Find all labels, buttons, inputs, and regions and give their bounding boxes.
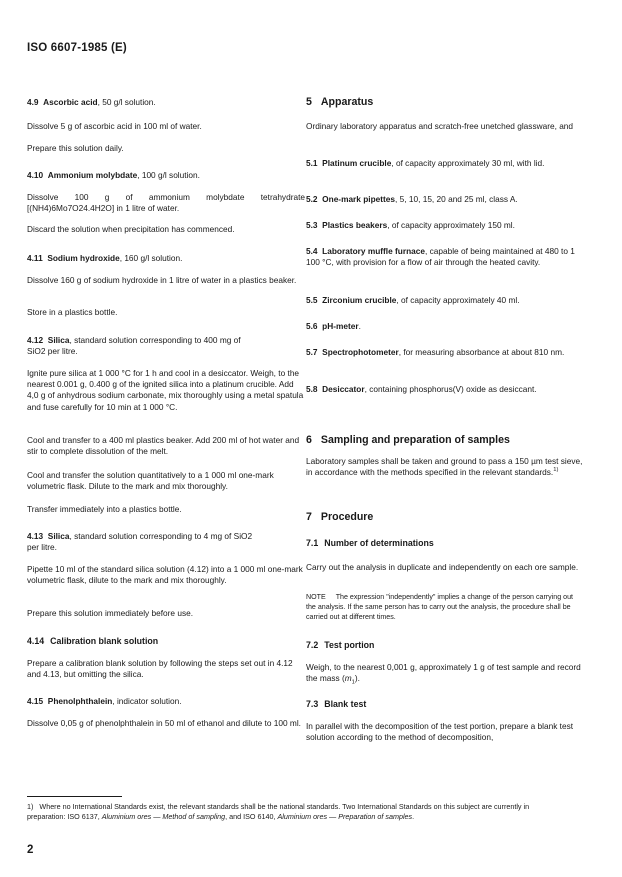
apparatus-item bbox=[306, 194, 584, 205]
paragraph: Ordinary laboratory apparatus and scratch-free unetched glassware, and bbox=[306, 121, 574, 131]
section-title: Sampling and preparation of samples bbox=[320, 434, 510, 446]
section-7-heading bbox=[306, 511, 584, 524]
section-number: 5.6 bbox=[306, 321, 318, 331]
footnote-title: Aluminium ores — Method of sampling bbox=[101, 812, 226, 821]
section-title-suffix: , indicator solution. bbox=[112, 696, 182, 706]
apparatus-description: , for measuring absorbance at about 810 nm. bbox=[398, 347, 565, 357]
apparatus-item bbox=[306, 220, 584, 231]
apparatus-description: , 5, 10, 15, 20 and 25 ml, class A. bbox=[395, 194, 518, 204]
section-number: 5.4 bbox=[306, 246, 318, 256]
section-number: 4.13 bbox=[27, 531, 44, 541]
paragraph: In parallel with the decomposition of the test portion, prepare a blank test solution according to the method of decomposition, bbox=[306, 721, 574, 743]
paragraph: Prepare a calibration blank solution by following the steps set out in 4.12 and 4.13, but omitting the silica. bbox=[27, 658, 293, 680]
section-number: 5.7 bbox=[306, 347, 318, 357]
paragraph bbox=[306, 456, 584, 478]
section-title: Blank test bbox=[324, 699, 367, 709]
footnote-text: , and ISO 6140, bbox=[225, 812, 278, 821]
paragraph: Dissolve 160 g of sodium hydroxide in 1 litre of water in a plastics beaker. bbox=[27, 275, 297, 285]
section-number: 7.3 bbox=[306, 699, 319, 709]
section-7-1-heading bbox=[306, 538, 584, 549]
section-number: 4.9 bbox=[27, 97, 39, 107]
apparatus-title: One-mark pipettes bbox=[322, 194, 396, 204]
section-title: Ascorbic acid bbox=[43, 97, 98, 107]
paragraph: Store in a plastics bottle. bbox=[27, 307, 118, 317]
paragraph: Ignite pure silica at 1 000 °C for 1 h and cool in a desiccator. Weigh, to the nearest 0.001 g, 0.400 g of the ignited silica into a platinum crucible. Add 4,0 g of anhydrous sodium carbonate, mix thoroughly using a metal spatula and fuse carefully for 10 min at 1 000 °C. bbox=[27, 368, 304, 412]
paragraph-line: Dissolve 100 g of ammonium molybdate tetrahydrate bbox=[27, 192, 305, 202]
section-title-suffix: per litre. bbox=[27, 542, 57, 553]
footnote-text: . bbox=[412, 812, 415, 821]
section-4-10 bbox=[27, 170, 305, 181]
apparatus-description: , of capacity approximately 40 ml. bbox=[396, 295, 520, 305]
section-title: Sodium hydroxide bbox=[47, 253, 120, 263]
variable-subscript: 1 bbox=[351, 679, 355, 686]
paragraph-text: Laboratory samples shall be taken and ground to pass a 150 µm test sieve, in accordance with the methods specified in the relevant standards. bbox=[306, 456, 583, 478]
section-title: Silica bbox=[47, 335, 70, 345]
paragraph: Cool and transfer the solution quantitatively to a 1 000 ml one-mark volumetric flask. Dilute to the mark and mix thoroughly. bbox=[27, 470, 274, 492]
paragraph: Pipette 10 ml of the standard silica solution (4.12) into a 1 000 ml one-mark volumetric flask, dilute to the mark and mix thoroughly. bbox=[27, 564, 303, 586]
paragraph: Cool and transfer to a 400 ml plastics beaker. Add 200 ml of hot water and stir to complete dissolution of the melt. bbox=[27, 435, 300, 457]
section-title-suffix: , 50 g/l solution. bbox=[97, 97, 156, 107]
paragraph bbox=[306, 662, 584, 684]
section-title: Phenolphthalein bbox=[47, 696, 113, 706]
section-4-12 bbox=[27, 335, 305, 357]
paragraph-text: ). bbox=[354, 673, 360, 684]
apparatus-item bbox=[306, 295, 584, 306]
paragraph: Transfer immediately into a plastics bottle. bbox=[27, 504, 182, 514]
paragraph: Discard the solution when precipitation has commenced. bbox=[27, 224, 235, 234]
footnote-divider bbox=[27, 796, 122, 797]
apparatus-title: Spectrophotometer bbox=[322, 347, 399, 357]
paragraph: Dissolve 0,05 g of phenolphthalein in 50 ml of ethanol and dilute to 100 ml. bbox=[27, 718, 301, 728]
section-4-9 bbox=[27, 97, 305, 108]
section-number: 6 bbox=[306, 434, 312, 446]
footnote-text: Where no International Standards exist, the relevant standards shall be the national standards. Two International Standards on this subject are currently in preparation: ISO 6137, bbox=[27, 802, 530, 821]
paragraph: Prepare this solution daily. bbox=[27, 143, 124, 153]
note bbox=[306, 592, 584, 622]
section-title-suffix: SiO2 per litre. bbox=[27, 346, 78, 357]
section-title-suffix: , 160 g/l solution. bbox=[119, 253, 183, 263]
apparatus-title: Platinum crucible bbox=[322, 158, 392, 168]
section-number: 5.8 bbox=[306, 384, 318, 394]
paragraph: Prepare this solution immediately before use. bbox=[27, 608, 194, 618]
section-title: Apparatus bbox=[320, 96, 374, 108]
section-title-suffix: , 100 g/l solution. bbox=[137, 170, 200, 180]
apparatus-item bbox=[306, 384, 584, 395]
section-4-11 bbox=[27, 253, 305, 264]
page-number: 2 bbox=[27, 844, 34, 856]
section-number: 7.1 bbox=[306, 538, 319, 548]
footnote-reference: 1) bbox=[553, 467, 559, 474]
section-7-2-heading bbox=[306, 640, 584, 651]
section-number: 5.2 bbox=[306, 194, 318, 204]
footnote-marker: 1) bbox=[27, 802, 34, 811]
apparatus-description: , capable of being maintained at 480 to 1 100 °C, with provision for a flow of air through the heated cavity. bbox=[306, 246, 575, 268]
footnote bbox=[27, 802, 567, 822]
section-title: Number of determinations bbox=[324, 538, 434, 548]
note-label: NOTE bbox=[306, 593, 326, 601]
section-title: Test portion bbox=[324, 640, 375, 650]
section-5-heading bbox=[306, 96, 584, 109]
section-title: Procedure bbox=[320, 511, 374, 523]
apparatus-description: , of capacity approximately 30 ml, with lid. bbox=[391, 158, 545, 168]
section-title-suffix: , standard solution corresponding to 400 mg of bbox=[69, 335, 241, 345]
section-number: 4.11 bbox=[27, 253, 43, 263]
section-4-15 bbox=[27, 696, 305, 707]
paragraph bbox=[27, 192, 305, 214]
apparatus-item bbox=[306, 347, 584, 358]
section-number: 4.10 bbox=[27, 170, 44, 180]
section-6-heading bbox=[306, 434, 584, 447]
section-number: 4.12 bbox=[27, 335, 44, 345]
apparatus-item bbox=[306, 321, 584, 332]
apparatus-title: pH-meter bbox=[322, 321, 359, 331]
paragraph-line: in 1 litre of water. bbox=[114, 203, 180, 214]
section-4-14-heading bbox=[27, 636, 305, 647]
apparatus-title: Laboratory muffle furnace bbox=[322, 246, 425, 256]
section-title: Calibration blank solution bbox=[50, 636, 159, 646]
section-4-13 bbox=[27, 531, 305, 553]
footnote-title: Aluminium ores — Preparation of samples bbox=[277, 812, 413, 821]
apparatus-description: , containing phosphorus(V) oxide as desiccant. bbox=[364, 384, 537, 394]
section-number: 4.15 bbox=[27, 696, 44, 706]
section-number: 5 bbox=[306, 96, 312, 108]
variable: m bbox=[344, 673, 352, 684]
section-number: 5.5 bbox=[306, 295, 318, 305]
document-header: ISO 6607-1985 (E) bbox=[27, 42, 127, 54]
apparatus-item bbox=[306, 246, 584, 268]
section-title: Silica bbox=[47, 531, 70, 541]
apparatus-title: Desiccator bbox=[322, 384, 365, 394]
section-7-3-heading bbox=[306, 699, 584, 710]
paragraph: Carry out the analysis in duplicate and independently on each ore sample. bbox=[306, 562, 579, 572]
apparatus-description: . bbox=[358, 321, 361, 331]
apparatus-item bbox=[306, 158, 584, 169]
section-number: 7 bbox=[306, 511, 312, 523]
section-number: 5.1 bbox=[306, 158, 318, 168]
section-number: 7.2 bbox=[306, 640, 319, 650]
section-title-suffix: , standard solution corresponding to 4 mg of SiO2 bbox=[69, 531, 253, 541]
section-title: Ammonium molybdate bbox=[47, 170, 138, 180]
apparatus-description: , of capacity approximately 150 ml. bbox=[387, 220, 515, 230]
apparatus-title: Zirconium crucible bbox=[322, 295, 397, 305]
note-text: The expression "independently" implies a change of the person carrying out the analysis. If the same person has to carry out the analysis, the procedure shall be carried out at different times. bbox=[306, 593, 574, 621]
apparatus-title: Plastics beakers bbox=[322, 220, 388, 230]
paragraph-text: Weigh, to the nearest 0,001 g, approximately 1 g of test sample and record the mass ( bbox=[306, 662, 581, 684]
section-number: 4.14 bbox=[27, 636, 45, 646]
chemical-formula: [(NH4)6Mo7O24.4H2O] bbox=[27, 203, 115, 214]
section-number: 5.3 bbox=[306, 220, 318, 230]
paragraph: Dissolve 5 g of ascorbic acid in 100 ml of water. bbox=[27, 121, 202, 131]
